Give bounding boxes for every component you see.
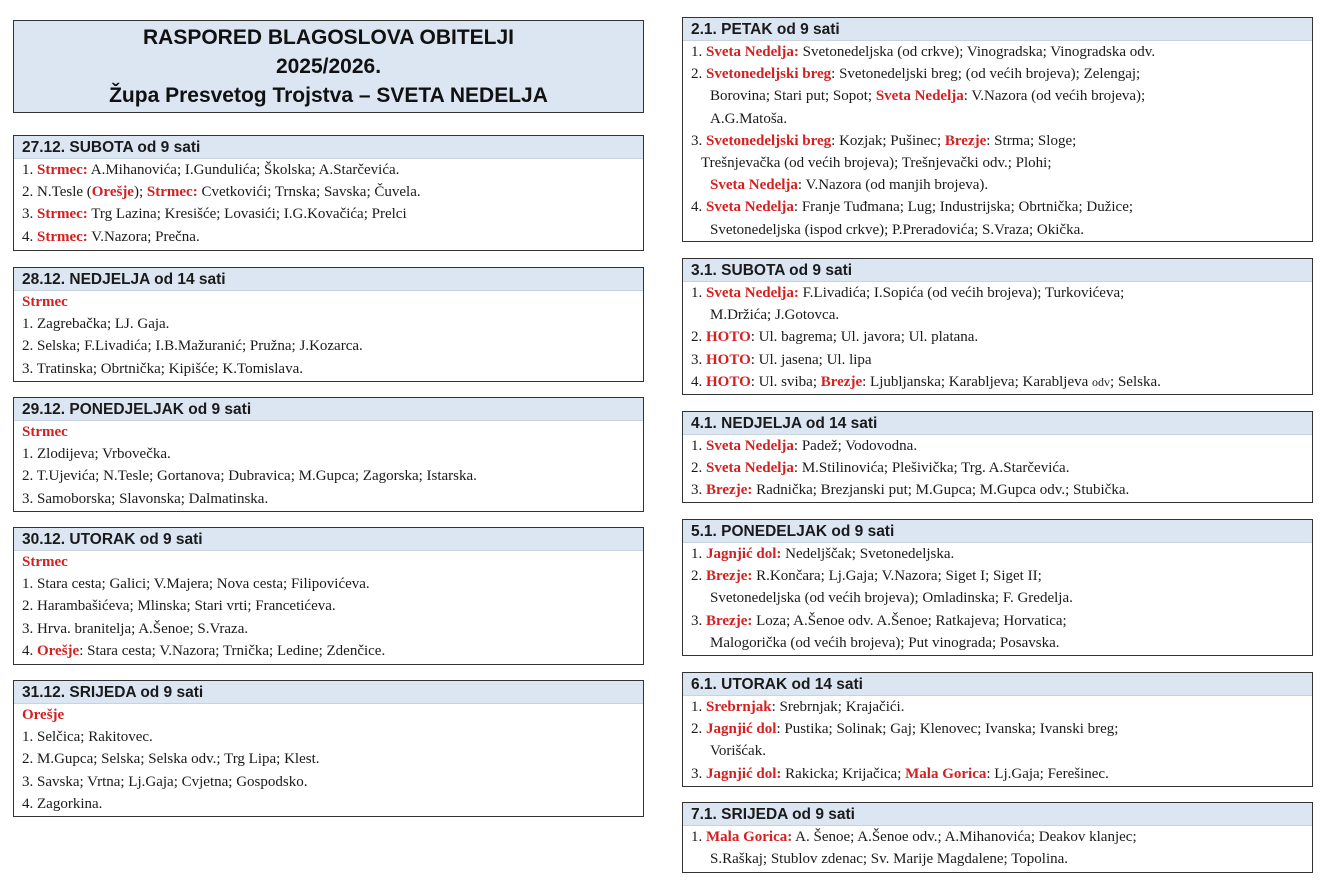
- day-header: 27.12. SUBOTA od 9 sati: [14, 136, 643, 159]
- schedule-row: 3. Jagnjić dol: Rakicka; Krijačica; Mala Gorica: Lj.Gaja; Ferešinec.: [691, 765, 1109, 782]
- place-label: Strmec: [22, 294, 68, 310]
- schedule-row: 2. Selska; F.Livadića; I.B.Mažuranić; Pružna; J.Kozarca.: [22, 338, 363, 355]
- schedule-row: 3. Brezje: Radnička; Brezjanski put; M.Gupca; M.Gupca odv.; Stubička.: [691, 482, 1130, 499]
- title-line-3: Župa Presvetog Trojstva – SVETA NEDELJA: [109, 84, 548, 107]
- schedule-row: 1. Stara cesta; Galici; V.Majera; Nova cesta; Filipovićeva.: [22, 576, 370, 593]
- schedule-row: 3. Strmec: Trg Lazina; Kresišće; Lovasići; I.G.Kovačića; Prelci: [22, 206, 407, 223]
- day-block-2-1: [682, 17, 1313, 242]
- day-block-31-12: [13, 680, 644, 817]
- day-block-28-12: [13, 267, 644, 382]
- schedule-row: 1. Sveta Nedelja: F.Livadića; I.Sopića (od većih brojeva); Turkovićeva;: [691, 285, 1125, 301]
- day-block-30-12: [13, 527, 644, 665]
- schedule-row: 2. Jagnjić dol: Pustika; Solinak; Gaj; Klenovec; Ivanska; Ivanski breg;: [691, 721, 1119, 738]
- place-label: Orešje: [22, 707, 65, 723]
- schedule-row: 2. N.Tesle (Orešje); Strmec: Cvetkovići; Trnska; Savska; Čuvela.: [22, 184, 421, 201]
- schedule-row: 2. Harambašićeva; Mlinska; Stari vrti; Francetićeva.: [22, 598, 336, 615]
- day-block-29-12: [13, 397, 644, 512]
- day-header: 7.1. SRIJEDA od 9 sati: [683, 803, 1312, 826]
- title-box: [13, 20, 644, 113]
- day-block-7-1: [682, 802, 1313, 873]
- schedule-row: 3. HOTO: Ul. jasena; Ul. lipa: [691, 351, 872, 368]
- schedule-row: 3. Tratinska; Obrtnička; Kipišće; K.Tomislava.: [22, 360, 304, 377]
- schedule-row: 2. HOTO: Ul. bagrema; Ul. javora; Ul. platana.: [691, 329, 979, 346]
- schedule-row: 2. Brezje: R.Končara; Lj.Gaja; V.Nazora; Siget I; Siget II;: [691, 568, 1042, 585]
- day-header: 3.1. SUBOTA od 9 sati: [683, 259, 1312, 282]
- schedule-row: 2. T.Ujevića; N.Tesle; Gortanova; Dubravica; M.Gupca; Zagorska; Istarska.: [22, 468, 477, 485]
- schedule-row: 3. Samoborska; Slavonska; Dalmatinska.: [22, 490, 269, 507]
- day-header: 30.12. UTORAK od 9 sati: [14, 528, 643, 551]
- schedule-row: 1. Jagnjić dol: Nedeljščak; Svetonedeljska.: [691, 546, 955, 562]
- day-header: 4.1. NEDJELJA od 14 sati: [683, 412, 1312, 435]
- schedule-row: 3. Savska; Vrtna; Lj.Gaja; Cvjetna; Gospodsko.: [22, 773, 308, 790]
- schedule-row: 1. Sveta Nedelja: Svetonedeljska (od crkve); Vinogradska; Vinogradska odv.: [691, 44, 1156, 60]
- day-block-4-1: [682, 411, 1313, 503]
- schedule-row: 1. Zagrebačka; LJ. Gaja.: [22, 316, 170, 333]
- schedule-row: 1. Sveta Nedelja: Padež; Vodovodna.: [691, 438, 918, 454]
- schedule-row: 2. M.Gupca; Selska; Selska odv.; Trg Lipa; Klest.: [22, 751, 320, 768]
- schedule-row-continued: Trešnjevačka (od većih brojeva); Trešnjevački odv.; Plohi;: [701, 155, 1052, 172]
- day-block-6-1: [682, 672, 1313, 787]
- place-label: Strmec: [22, 554, 68, 570]
- day-block-5-1: [682, 519, 1313, 656]
- schedule-row-continued: Borovina; Stari put; Sopot; Sveta Nedelja: V.Nazora (od većih brojeva);: [710, 88, 1146, 105]
- day-header: 31.12. SRIJEDA od 9 sati: [14, 681, 643, 704]
- schedule-row: 4. Orešje: Stara cesta; V.Nazora; Trnička; Ledine; Zdenčice.: [22, 642, 386, 659]
- schedule-row-continued: Vorišćak.: [710, 743, 766, 760]
- schedule-row: 4. Strmec: V.Nazora; Prečna.: [22, 228, 200, 245]
- schedule-row: 3. Svetonedeljski breg: Kozjak; Pušinec; Brezje: Strma; Sloge;: [691, 132, 1077, 149]
- day-header: 6.1. UTORAK od 14 sati: [683, 673, 1312, 696]
- schedule-row-continued: A.G.Matoša.: [710, 110, 788, 127]
- schedule-row: 3. Hrva. branitelja; A.Šenoe; S.Vraza.: [22, 620, 249, 637]
- day-header: 29.12. PONEDJELJAK od 9 sati: [14, 398, 643, 421]
- place-label: Strmec: [22, 424, 68, 440]
- day-block-3-1: [682, 258, 1313, 395]
- schedule-row: 2. Svetonedeljski breg: Svetonedeljski breg; (od većih brojeva); Zelengaj;: [691, 66, 1141, 83]
- schedule-row-continued: Malogorička (od većih brojeva); Put vinograda; Posavska.: [710, 634, 1060, 651]
- schedule-row: 1. Mala Gorica: A. Šenoe; A.Šenoe odv.; A.Mihanovića; Deakov klanjec;: [691, 829, 1137, 845]
- schedule-row-continued: Sveta Nedelja: V.Nazora (od manjih brojeva).: [710, 177, 989, 194]
- schedule-row: 2. Sveta Nedelja: M.Stilinovića; Plešivička; Trg. A.Starčevića.: [691, 460, 1070, 477]
- schedule-row: 4. Sveta Nedelja: Franje Tuđmana; Lug; Industrijska; Obrtnička; Dužice;: [691, 199, 1134, 216]
- schedule-row: 4. HOTO: Ul. sviba; Brezje: Ljubljanska; Karabljeva; Karabljeva odv; Selska.: [691, 373, 1161, 390]
- schedule-row: 4. Zagorkina.: [22, 795, 103, 812]
- day-header: 2.1. PETAK od 9 sati: [683, 18, 1312, 41]
- schedule-row: 1. Selčica; Rakitovec.: [22, 729, 153, 746]
- schedule-row-continued: Svetonedeljska (ispod crkve); P.Preradovića; S.Vraza; Okička.: [710, 221, 1084, 238]
- day-block-27-12: [13, 135, 644, 251]
- schedule-row: 1. Srebrnjak: Srebrnjak; Krajačići.: [691, 699, 905, 715]
- schedule-row: 1. Strmec: A.Mihanovića; I.Gundulića; Školska; A.Starčevića.: [22, 162, 400, 178]
- day-header: 28.12. NEDJELJA od 14 sati: [14, 268, 643, 291]
- schedule-row: 3. Brezje: Loza; A.Šenoe odv. A.Šenoe; Ratkajeva; Horvatica;: [691, 612, 1067, 629]
- day-header: 5.1. PONEDELJAK od 9 sati: [683, 520, 1312, 543]
- schedule-row-continued: M.Držića; J.Gotovca.: [710, 307, 840, 324]
- schedule-row-continued: Svetonedeljska (od većih brojeva); Omladinska; F. Gredelja.: [710, 590, 1073, 607]
- title-line-1: RASPORED BLAGOSLOVA OBITELJI: [142, 26, 515, 49]
- schedule-row: 1. Zlodijeva; Vrbovečka.: [22, 446, 171, 463]
- title-line-2: 2025/2026.: [275, 55, 382, 78]
- schedule-row-continued: S.Raškaj; Stublov zdenac; Sv. Marije Magdalene; Topolina.: [710, 851, 1069, 868]
